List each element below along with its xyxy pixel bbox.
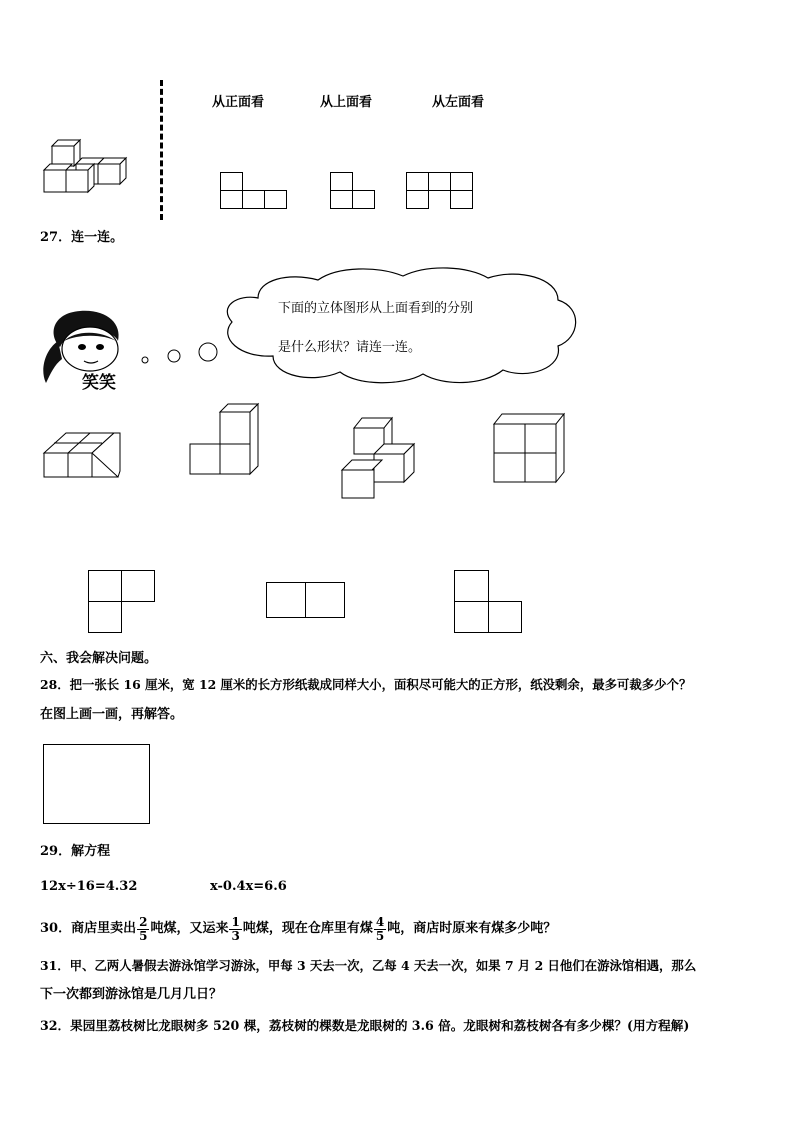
front-view-label: 从正面看 <box>212 95 265 110</box>
fraction-four-fifths <box>374 916 386 943</box>
solid-figure-4 <box>492 410 572 486</box>
q28-line1: 28．把一张长 16 厘米，宽 12 厘米的长方形纸裁成同样大小，面积尽可能大的正方形，纸没剩余，最多可裁多少个？ <box>40 677 692 692</box>
q28-rectangle <box>43 744 150 824</box>
q27-title: 27．连一连。 <box>40 230 124 245</box>
q32-line1: 32．果园里荔枝树比龙眼树多 520 棵，荔枝树的棵数是龙眼树的 3.6 倍。龙眼树和荔枝树各有多少棵？(用方程解) <box>40 1018 690 1033</box>
q30-part1: 30．商店里卖出 <box>40 921 137 936</box>
left-view-label: 从左面看 <box>432 95 485 110</box>
fraction-two-fifths <box>137 916 149 943</box>
q28-line2: 在图上画一画，再解答。 <box>40 707 184 722</box>
q29-equation-1: 12x÷16=4.32 <box>40 879 138 894</box>
top-view-shape <box>330 172 380 212</box>
fraction-denominator: 5 <box>139 928 148 943</box>
q30-part4: 吨，商店时原来有煤多少吨？ <box>387 921 557 936</box>
top-view-option-1 <box>88 570 160 636</box>
left-view-shape <box>406 172 476 212</box>
fraction-numerator: 2 <box>139 914 148 929</box>
q30-question <box>40 909 556 949</box>
thought-bubbles <box>138 338 218 368</box>
section6-title: 六、我会解决问题。 <box>40 651 158 666</box>
q30-part3: 吨煤，现在仓库里有煤 <box>242 921 373 936</box>
solid-figure-1 <box>42 423 128 479</box>
bubble-line-1: 下面的立体图形从上面看到的分别 <box>278 301 474 316</box>
top-view-option-2 <box>266 582 348 620</box>
cube-figure <box>40 136 140 196</box>
fraction-denominator: 3 <box>231 928 240 943</box>
top-view-option-3 <box>454 570 526 636</box>
q29-title: 29．解方程 <box>40 844 111 859</box>
q29-equation-2: x-0.4x=6.6 <box>210 879 287 894</box>
front-view-shape <box>220 172 290 212</box>
q30-part2: 吨煤，又运来 <box>150 921 229 936</box>
top-view-label: 从上面看 <box>320 95 373 110</box>
solid-figure-2 <box>188 404 264 478</box>
girl-name: 笑笑 <box>82 373 116 393</box>
speech-cloud <box>218 268 588 386</box>
dashed-divider <box>160 80 163 220</box>
fraction-denominator: 5 <box>375 928 385 943</box>
fraction-numerator: 1 <box>231 914 240 929</box>
q31-line2: 下一次都到游泳馆是几月几日？ <box>40 987 223 1002</box>
solid-figure-3 <box>338 414 430 500</box>
q31-line1: 31．甲、乙两人暑假去游泳馆学习游泳，甲每 3 天去一次，乙每 4 天去一次，如果 7 月 2 日他们在游泳馆相遇，那么 <box>40 958 697 973</box>
fraction-numerator: 4 <box>375 914 385 929</box>
bubble-line-2: 是什么形状？请连一连。 <box>278 340 422 355</box>
fraction-one-third <box>229 916 241 943</box>
